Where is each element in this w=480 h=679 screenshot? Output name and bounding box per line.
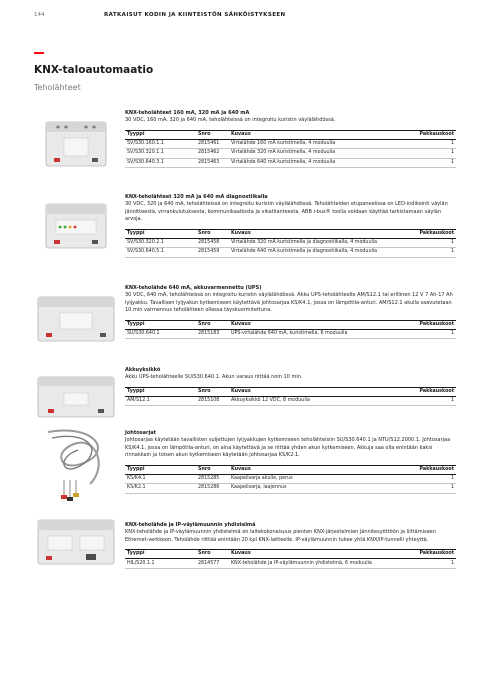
- column-header-pack: Pakkauskoot: [412, 465, 456, 474]
- cell-desc: Akkuyksikkö 12 VDC, 8 moduulia: [229, 396, 412, 405]
- product-table: [125, 320, 456, 340]
- cell-type: KS/K2.1: [125, 484, 196, 493]
- cell-desc: KNX-teholähde ja IP-väylämuunnin yhdistelmä, 6 moduulia: [229, 559, 412, 568]
- cell-pack: 1: [412, 139, 456, 148]
- section-title: KNX-teholähteet 320 mA ja 640 mA diagnostiikalla: [125, 194, 268, 200]
- ups-power-supply-image: [34, 289, 118, 347]
- table-header-row: [125, 387, 456, 396]
- cell-desc: Virtalähde 320 mA kuristimella, 4 moduulia: [229, 149, 412, 158]
- battery-unit-image: [34, 367, 118, 425]
- cell-desc: Virtalähde 640 mA kuristimella ja diagnostiikalla, 4 moduulia: [229, 248, 412, 257]
- column-header-pack: Pakkauskoot: [412, 320, 456, 329]
- page-title: KNX-taloautomaatio: [34, 64, 154, 76]
- column-header-type: Tyyppi: [125, 387, 196, 396]
- table-row: [125, 329, 456, 338]
- table-row: [125, 238, 456, 247]
- table-row: [125, 139, 456, 148]
- column-header-desc: Kuvaus: [229, 130, 412, 139]
- table-row: [125, 149, 456, 158]
- accent-bar: [34, 52, 44, 54]
- table-row: [125, 158, 456, 167]
- page-subtitle: Teholähteet: [34, 83, 81, 92]
- running-header: [34, 12, 460, 24]
- table-header-row: [125, 130, 456, 139]
- cell-code: 2815286: [196, 484, 229, 493]
- power-ip-combo-image: [34, 512, 118, 570]
- cell-pack: 1: [412, 474, 456, 483]
- column-header-type: Tyyppi: [125, 465, 196, 474]
- column-header-pack: Pakkauskoot: [412, 550, 456, 559]
- column-header-code: Snro: [196, 320, 229, 329]
- table-row: [125, 484, 456, 493]
- section-description: KNX-teholähde ja IP-väylämuunnin yhdistelmä on laitekokonaisuus pienten KNX-järjestelmien jännitesyöttöön ja liittämiseen Ethernet-verkkoon. Teholähde riittää enintään 20 kpl KNX-laitteelle. IP-väylämuunnin tukee yhtä KNX/IP-tunnelli yhteyttä.: [125, 529, 436, 543]
- section-title: KNX-teholähteet 160 mA, 320 mA ja 640 mA: [125, 110, 250, 116]
- product-table: [125, 465, 456, 494]
- cell-pack: 1: [412, 484, 456, 493]
- cell-code: 2815462: [196, 149, 229, 158]
- section-title: KNX-teholähde 640 mA, akkuvarmennettu (UPS): [125, 285, 262, 291]
- cell-desc: Virtalähde 320 mA kuristimella ja diagnostiikalla, 4 moduulia: [229, 238, 412, 247]
- cell-pack: 1: [412, 248, 456, 257]
- column-header-pack: Pakkauskoot: [412, 387, 456, 396]
- column-header-desc: Kuvaus: [229, 229, 412, 238]
- cell-pack: 1: [412, 149, 456, 158]
- section-description: 30 VDC, 160 mA, 320 ja 640 mA, teholähteissä on integroitu kuristin väylälähdössä.: [125, 117, 336, 123]
- cell-type: SU/S30.640.1: [125, 329, 196, 338]
- cell-code: 2815463: [196, 158, 229, 167]
- cell-type: AM/S12.1: [125, 396, 196, 405]
- cell-type: SV/S30.160.1.1: [125, 139, 196, 148]
- column-header-type: Tyyppi: [125, 229, 196, 238]
- cell-type: SV/S30.640.5.1: [125, 248, 196, 257]
- cell-desc: Virtalähde 160 mA kuristimella, 4 moduulia: [229, 139, 412, 148]
- column-header-desc: Kuvaus: [229, 387, 412, 396]
- cell-desc: Virtalähde 640 mA kuristimella, 4 moduulia: [229, 158, 412, 167]
- table-header-row: [125, 465, 456, 474]
- table-row: [125, 248, 456, 257]
- column-header-code: Snro: [196, 229, 229, 238]
- cell-desc: Kaapelisarja, laajennus: [229, 484, 412, 493]
- cell-type: HIL/S20.1.1: [125, 559, 196, 568]
- table-row: [125, 396, 456, 405]
- power-supply-image: [34, 114, 118, 172]
- column-header-type: Tyyppi: [125, 320, 196, 329]
- cell-code: 2815183: [196, 329, 229, 338]
- cell-pack: 1: [412, 329, 456, 338]
- table-header-row: [125, 229, 456, 238]
- section-title: Johtosarjat: [125, 430, 156, 436]
- column-header-pack: Pakkauskoot: [412, 130, 456, 139]
- section-title: KNX-teholähde ja IP-väylämuunnin yhdistelmä: [125, 522, 256, 528]
- product-table: [125, 229, 456, 258]
- column-header-code: Snro: [196, 387, 229, 396]
- cell-code: 2815108: [196, 396, 229, 405]
- column-header-code: Snro: [196, 550, 229, 559]
- product-table: [125, 130, 456, 169]
- cell-type: SV/S30.320.1.1: [125, 149, 196, 158]
- column-header-type: Tyyppi: [125, 550, 196, 559]
- cell-code: 2815458: [196, 238, 229, 247]
- column-header-pack: Pakkauskoot: [412, 229, 456, 238]
- column-header-code: Snro: [196, 465, 229, 474]
- column-header-desc: Kuvaus: [229, 550, 412, 559]
- cell-type: SV/S30.320.2.1: [125, 238, 196, 247]
- cell-pack: 1: [412, 396, 456, 405]
- section-description: Akku UPS-teholähteelle SU/S30.640.1. Akun varaus riittää noin 10 min.: [125, 374, 303, 380]
- cell-code: 2815461: [196, 139, 229, 148]
- column-header-desc: Kuvaus: [229, 465, 412, 474]
- diagnostic-power-supply-image: [34, 196, 118, 254]
- table-header-row: [125, 550, 456, 559]
- cell-desc: UPS-virtalähde 640 mA, kuristimella, 6 moduulia: [229, 329, 412, 338]
- cell-code: 2815459: [196, 248, 229, 257]
- column-header-desc: Kuvaus: [229, 320, 412, 329]
- section-title: Akkuyksikkö: [125, 367, 161, 373]
- cell-code: 2814577: [196, 559, 229, 568]
- table-row: [125, 559, 456, 568]
- cell-pack: 1: [412, 238, 456, 247]
- page-number: 144: [34, 12, 45, 18]
- cable-set-image: [34, 422, 118, 504]
- cell-type: KS/K4.1: [125, 474, 196, 483]
- running-title: RATKAISUT KODIN JA KIINTEISTÖN SÄHKÖISTYKSEEN: [104, 12, 286, 18]
- column-header-type: Tyyppi: [125, 130, 196, 139]
- cell-pack: 1: [412, 158, 456, 167]
- product-table: [125, 549, 456, 569]
- cell-type: SV/S30.640.3.1: [125, 158, 196, 167]
- table-header-row: [125, 320, 456, 329]
- cell-desc: Kaapelisarja akulle, perus: [229, 474, 412, 483]
- column-header-code: Snro: [196, 130, 229, 139]
- cell-pack: 1: [412, 559, 456, 568]
- section-description: 30 VDC, 640 mA, teholähteissä on integroitu kuristin väylälähdössä. Akku UPS-teholähteelle AM/S12.1 tai erillinen 12 V 7 Ah-17 Ah lyijyakku. Tavallisen lyijyakun kytkemiseen käytettävä johtosarjaa KS/K4.1, jossa on lämpötila-anturi. AM/S12.1 akulla saavutetaan 10 min varmennus teholähteen ollessa täyskuormitettuna.: [125, 292, 453, 313]
- section-description: 30 VDC, 320 ja 640 mA, teholähteissä on integroitu kuristin väylälähdössä. Teholähteiden etupaneelissa on LED-indikointi väylän jännitteestä, virrankulutuksesta, kommunikaatiosta ja vikatilanteesta. ABB i-bus® toolla voidaan käyttää tarkistamaan väylän arvoja.: [125, 201, 448, 222]
- section-description: Johtosarjaa käytetään tavallisten suljettujen lyijyakkujen kytkemiseen teholähteisiin SU/S30.640.1 ja NTU/S12.2000.1. Johtosarjaa KS/K4.1, jossa on lämpötila-anturi, on aina käytettävä ja se riittää yhden akun kytkemiseen. Akkuja saa olla enintään kaksi rinnakkain ja toisen akun kytkemiseen käytetään johtosarjaa KS/K2.1.: [125, 437, 451, 458]
- product-table: [125, 387, 456, 407]
- table-row: [125, 474, 456, 483]
- cell-code: 2815285: [196, 474, 229, 483]
